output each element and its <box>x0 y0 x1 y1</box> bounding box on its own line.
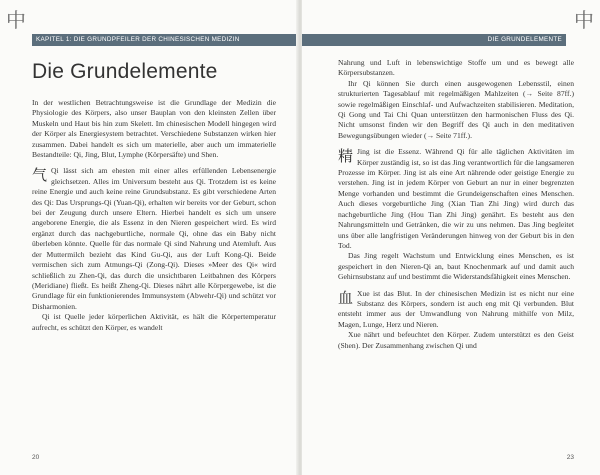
xue-paragraph-2: Xue nährt und befeuchtet den Körper. Zudem unterstützt es den Geist (Shen). Der Zusammenhang zwischen Qi und <box>338 330 574 350</box>
practice-paragraph: Ihr Qi können Sie durch einen ausgewogenen Lebensstil, einen strukturierten Tagesablauf mit regelmäßigen Mahlzeiten (→ Seite 87ff.) sowie regelmäßigen Einschlaf- und Aufwachzeiten stabilisieren. Meditation, Qi Gong und Tai Chi Quan unterstützen den harmonischen Fluss des Qi. Nicht umsonst finden wir den Begriff des Qi auch in den meditativen Bewegungsübungen wieder (→ Seite 71ff.). <box>338 78 574 140</box>
chapter-seal-icon: 中 <box>6 8 26 32</box>
xue-character-icon: 血 <box>338 288 354 307</box>
left-body-text <box>32 98 276 333</box>
running-head-right: DIE GRUNDELEMENTE <box>302 34 566 46</box>
page-title: Die Grundelemente <box>32 60 218 83</box>
intro-paragraph: In der westlichen Betrachtungsweise ist die Grundlage der Medizin die Physiologie des Körpers, also unser Bauplan von den kleinsten Zellen über Muskeln und Haut bis hin zum Skelett. Im chinesischen Modell hingegen wird der Körper als Energiesystem betrachtet. Verschiedene Substanzen wirken hier zusammen. Dabei handelt es sich um materielle, aber auch um immaterielle Bestandteile: Qi, Jing, Blut, Lymphe (Körpersäfte) und Shen. <box>32 98 276 160</box>
page-number-right: 23 <box>566 454 574 461</box>
jing-paragraph-2: Das Jing regelt Wachstum und Entwicklung eines Menschen, es ist gespeichert in den Nieren-Qi an, baut Knochenmark auf und damit auch Gehirnsubstanz auf und bestimmt die Widerstandsfähigkeit eines Menschen. <box>338 251 574 282</box>
running-head-left: KAPITEL 1: DIE GRUNDPFEILER DER CHINESISCHEN MEDIZIN <box>32 34 298 46</box>
right-page <box>302 0 600 475</box>
page-number-left: 20 <box>32 454 40 461</box>
qi-paragraph: Qi lässt sich am ehesten mit einer alles erfüllenden Lebensenergie gleichsetzen. Alles im Universum besteht aus Qi. Trotzdem ist es keine reine Energie und auch keine reine Grundsubstanz. Es gibt verschiedene Arten des Qi: Das Ursprungs-Qi (Yuan-Qi), erhalten wir bereits vor der Geburt, schon bei der Zeugung durch unsere Eltern. Hierbei handelt es sich um unsere angeborene Energie, die als Essenz in den Nieren gespeichert wird. Es wird ergänzt durch das nachgeburtliche, normale Qi, ohne das ein Baby nicht überleben könnte. Quelle für das normale Qi sind Nahrung und Atemluft. Aus der Muttermilch bezieht das Kind Gu-Qi, aus der Luft Kong-Qi. Beide vermischen sich zum Atmungs-Qi (Zong-Qi). Dieses »Meer des Qi« wird schließlich zu Zhen-Qi, das durch die unsichtbaren Leitbahnen des Körpers (Meridiane) fließt. Es heißt Zheng-Qi. Dieses nährt alle Körpergewebe, ist die Grundlage für ein funktionierendes Immunsystem (Abwehr-Qi) und schützt vor Disharmonien. <box>32 166 276 311</box>
qi-section <box>32 166 276 312</box>
jing-paragraph: Jing ist die Essenz. Während Qi für alle täglichen Aktivitäten im Körper zuständig ist, so ist das Jing verantwortlich für die langsameren Prozesse im Körper. Jing ist als eine Art nährende oder geistige Energie zu verstehen. Jing ist in jedem Körper von Geburt an nur in einer begrenzten Menge vorhanden und bestimmt die Grundeigenschaften eines Menschen. Auch dieses vorgeburtliche Jing (Xian Tian Zhi Jing) wird durch das nachgeburtliche Jing (Hou Tian Zhi Jing) genährt. Es besteht aus den Nahrungsmitteln und Getränken, die wir zu uns nehmen. Das Jing begleitet uns über alle langfristigen Veränderungen hinweg von der Geburt bis in den Tod. <box>338 147 574 250</box>
right-body-text <box>338 58 574 351</box>
chapter-seal-icon: 中 <box>574 8 594 32</box>
qi-character-icon: 气 <box>32 166 48 185</box>
jing-character-icon: 精 <box>338 147 354 166</box>
xue-section <box>338 289 574 331</box>
left-page <box>0 0 298 475</box>
continuation-paragraph: Nahrung und Luft in lebenswichtige Stoffe um und es bewegt alle Körpersubstanzen. <box>338 58 574 78</box>
xue-paragraph: Xue ist das Blut. In der chinesischen Medizin ist es nicht nur eine Substanz des Körpers, sondern ist auch eng mit Qi verbunden. Blut entsteht immer aus der Umwandlung von Nahrung mithilfe von Milz, Magen, Lunge, Herz und Nieren. <box>338 288 574 329</box>
qi-continuation-paragraph: Qi ist Quelle jeder körperlichen Aktivität, es hält die Körpertemperatur aufrecht, es schützt den Körper, es wandelt <box>32 312 276 332</box>
jing-section <box>338 147 574 251</box>
